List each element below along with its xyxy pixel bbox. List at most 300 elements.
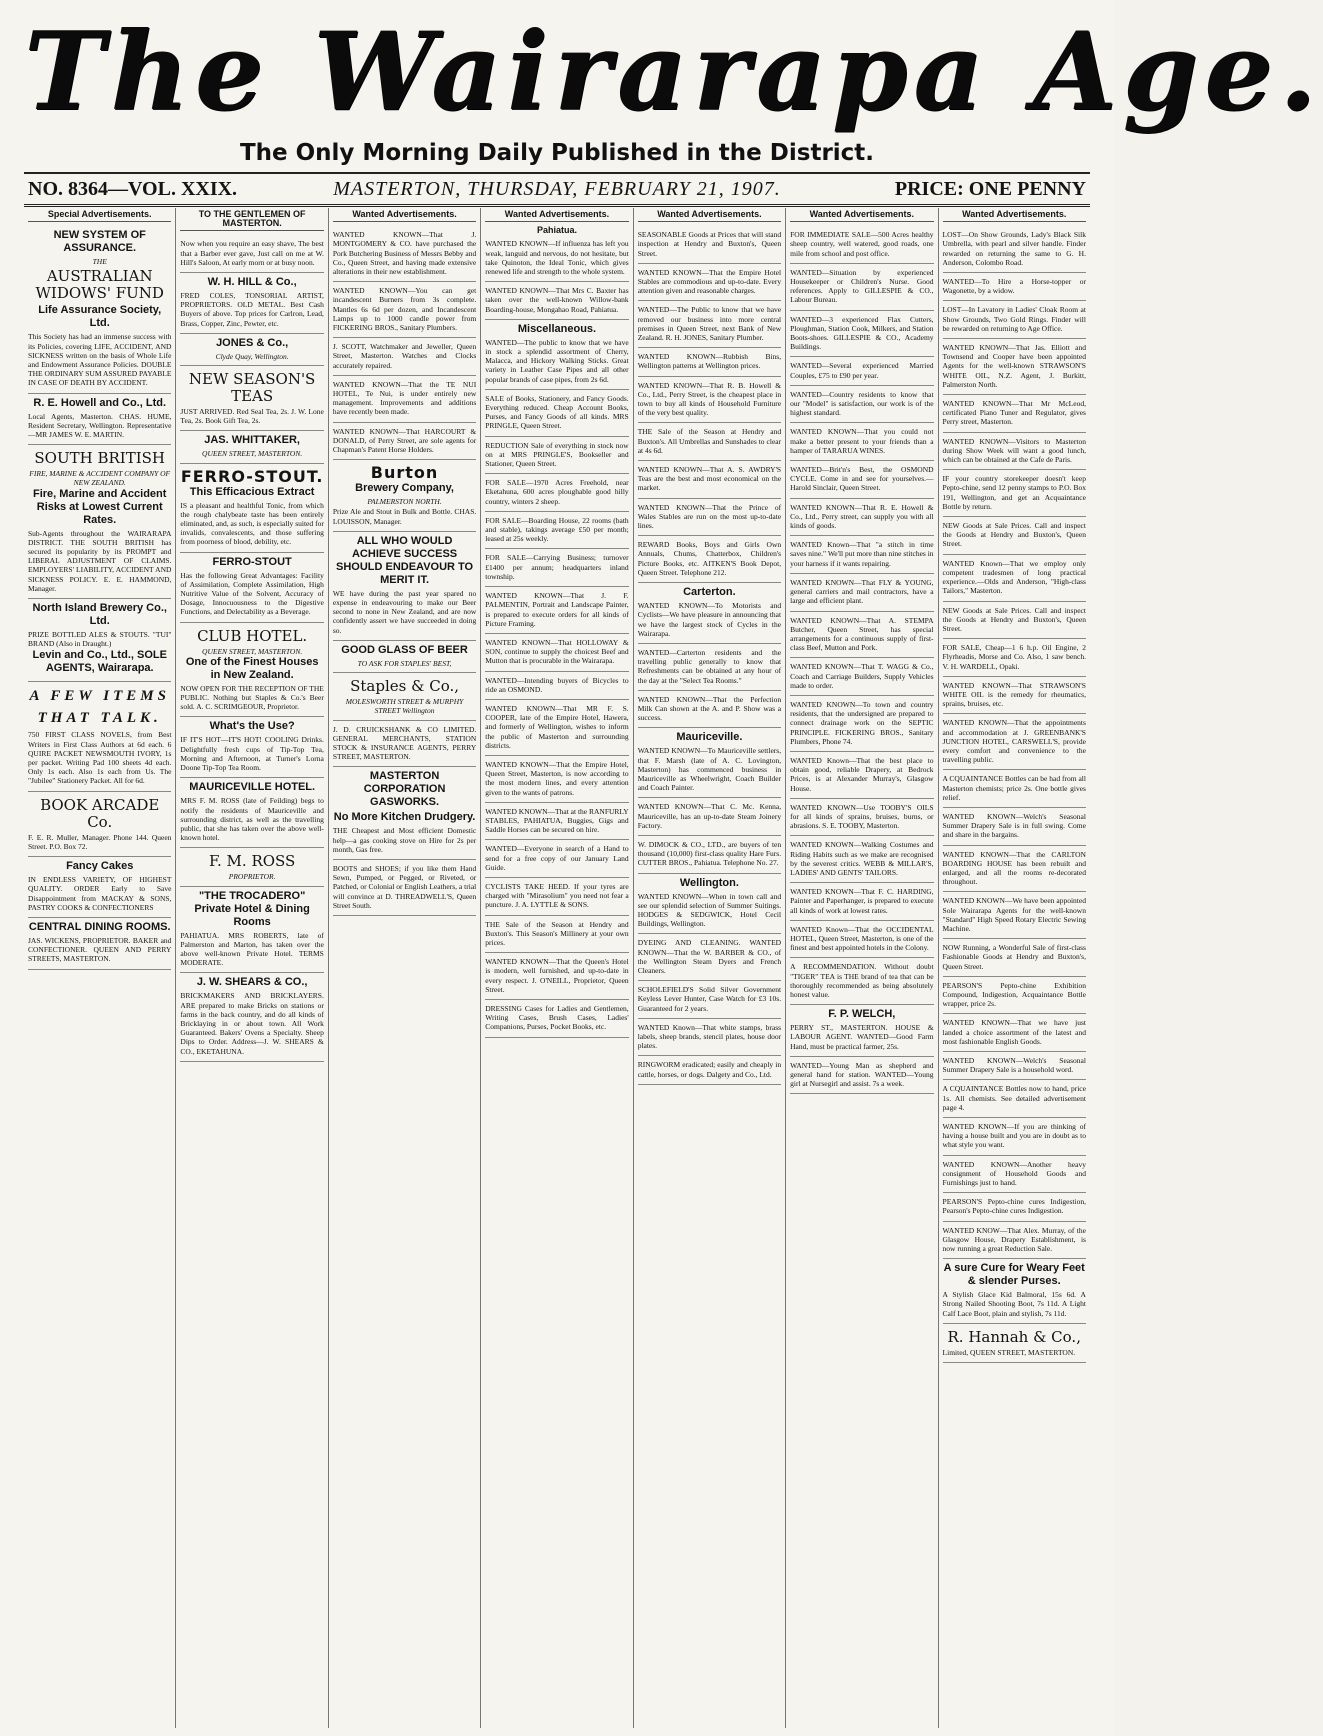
advert-subheading: PROPRIETOR. <box>228 872 276 882</box>
advert-text: NOW Running, a Wonderful Sale of first-class Fashionable Goods at Hendry and Buxton's, Queen Street. <box>942 943 1086 971</box>
advert-text: FOR SALE, Cheap—1 6 h.p. Oil Engine, 2 Flyrheadis, Morse and Co. Also, 1 saw bench. V. H. WARDELL, Opaki. <box>942 643 1086 671</box>
advert-text: WANTED KNOWN—That HOLLOWAY & SON, continue to supply the choicest Beef and Mutton that is procurable in the Wairarapa. <box>485 637 629 666</box>
advert <box>943 770 1086 808</box>
advert-text: FOR SALE—Carrying Business; turnover £1400 per annum; headquarters inland township. <box>485 553 629 581</box>
advert-text: DRESSING Cases for Ladies and Gentlemen, Writing Cases, Brush Cases, Ladies' Companions, Purses, Pocket Books, etc. <box>485 1004 629 1032</box>
advert-text: IN ENDLESS VARIETY, OF HIGHEST QUALITY. ORDER Early to Save Disappointment from MACKAY & SONS, PASTRY COOKS & CONFECTIONERS <box>28 875 172 912</box>
advert <box>790 1057 933 1095</box>
advert <box>943 517 1086 555</box>
advert <box>485 587 628 634</box>
advert-text: WANTED KNOWN—To Mauriceville settlers, that F. Marsh (late of A. C. Lovington, Masterton) has commenced business in Mauriceville as Wheelwright, Coach Builder and Coach Painter. <box>637 746 782 793</box>
advert-text: F. E. R. Muller, Manager. Phone 144. Queen Street. P.O. Box 72. <box>28 832 172 851</box>
advert <box>943 602 1086 640</box>
advert <box>943 892 1086 939</box>
advert-text: WANTED—The Public to know that we have removed our business into more central premises in Queen Street, next Bank of New Zealand. R. H. JONES, Sanitary Plumber. <box>637 305 782 343</box>
advert <box>180 848 323 886</box>
tagline: The Only Morning Daily Published in the District. <box>239 140 875 166</box>
column-4 <box>481 208 633 1728</box>
advert <box>638 499 781 537</box>
advert <box>638 981 781 1019</box>
advert <box>943 470 1086 517</box>
advert-heading: Levin and Co., Ltd., SOLE AGENTS, Wairarapa. <box>32 649 167 675</box>
column-heading: Wanted Advertisements. <box>943 208 1086 222</box>
advert-text: WANTED KNOWN—To town and country residents, that the undersigned are prepared to connect drainage work on the SEPTIC PRINCIPLE. FICKERING BROS., Sanitary Plumbers, Phone 74. <box>790 699 934 746</box>
advert <box>333 641 476 673</box>
advert <box>333 767 476 860</box>
advert-banner: SOUTH BRITISH <box>34 449 166 468</box>
advert <box>333 673 476 720</box>
advert <box>790 921 933 959</box>
advert-text: This Society has had an immense success with its Policies, covering LIFE, ACCIDENT, AND SICKNESS written on the basis of Whole Life and Endowment Assurance Policies. DOUBLE THE ORDINARY SUM ASSURED PAYABLE IN CASE OF DEATH BY ACCIDENT. <box>28 332 172 388</box>
advert-heading: NEW SYSTEM OF ASSURANCE. <box>53 229 146 255</box>
advert <box>790 1005 933 1057</box>
advert-text: WANTED KNOWN—That the appointments and accommodation at J. GREENBANK'S JUNCTION HOTEL, CARSWELL'S, provide every comfort and convenience to the travelling public. <box>942 718 1086 765</box>
advert <box>790 883 933 921</box>
advert <box>790 226 933 264</box>
column-heading: Special Advertisements. <box>28 208 171 222</box>
advert-text: WANTED KNOWN—Walking Costumes and Riding Habits such as we make are recognised by the severest critics. WEBB & MILLAR'S, LADIES' AND GENTS' TAILORS. <box>790 840 934 877</box>
advert <box>28 226 171 393</box>
advert <box>790 752 933 799</box>
advert-text: WANTED KNOWN—That A. S. AWDRY'S Teas are the best and most economical on the market. <box>637 465 782 493</box>
advert-banner: BOOK ARCADE Co. <box>40 795 160 831</box>
advert <box>943 1118 1086 1156</box>
advert-text: BRICKMAKERS AND BRICKLAYERS. ARE prepared to make Bricks on stations or farms in the back country, and do all kinds of Bricklaying in or about town. All Work Guaranteed. Bakers' Ovens a Specialty. Sheep Dips to Order. Address—J. W. SHEARS & CO., EKETAHUNA. <box>180 991 324 1056</box>
advert <box>180 623 323 718</box>
advert <box>790 836 933 883</box>
advert-heading: CENTRAL DINING ROOMS. <box>28 920 171 933</box>
advert-text: NEW Goods at Sale Prices. Call and inspect the Goods at Hendry and Buxton's, Queen Street. <box>942 605 1086 633</box>
advert-text: Limited, QUEEN STREET, MASTERTON. <box>942 1347 1076 1357</box>
advert <box>638 423 781 461</box>
advert-text: WANTED KNOWN—That the Prince of Wales Stables are run on the most up-to-date lines. <box>637 502 782 531</box>
advert <box>638 934 781 981</box>
advert-text: WANTED—Several experienced Married Couples, £75 to £90 per year. <box>790 361 934 380</box>
advert-text: FOR SALE—1970 Acres Freehold, near Eketahuna, 600 acres ploughable good hilly country, winters 2 sheep. <box>485 478 629 506</box>
column-heading: Wanted Advertisements. <box>333 208 476 222</box>
advert <box>638 583 781 644</box>
advert-text: WANTED KNOWN—That you could not make a better present to your friends than a hamper of TARARUA WINES. <box>790 427 934 455</box>
column-heading: Wanted Advertisements. <box>485 208 628 222</box>
advert-text: WANTED KNOWN—That C. Mc. Kenna, Mauriceville, has an up-to-date Steam Joinery Factory. <box>637 802 782 830</box>
advert-text: WANTED KNOWN—That the CARLTON BOARDING HOUSE has been rebuilt and enlarged, and all the rooms re-decorated throughout. <box>942 849 1086 887</box>
masthead-title: The Wairarapa Age. <box>24 9 1323 135</box>
advert-text: NEW Goods at Sale Prices. Call and inspect the Goods at Hendry and Buxton's, Queen Street. <box>942 521 1086 549</box>
advert-text: WANTED KNOWN—That A. STEMPA Butcher, Queen Street, has special arrangements for a continuous supply of first-class Beef, Mutton and Pork. <box>790 615 934 653</box>
advert-text: Prize Ale and Stout in Bulk and Bottle. CHAS. LOUISSON, Manager. <box>332 507 477 526</box>
advert <box>28 918 171 970</box>
advert-text: WANTED KNOWN—You can get incandescent Burners from 3s complete. Mantles 6s 6d per dozen, and Incandescent Lamps up to 1000 candle power from FICKERING BROS., Sanitary Plumbers. <box>332 286 477 333</box>
advert <box>638 226 781 264</box>
advert-text: WANTED KNOWN—Rubbish Bins, Wellington patterns at Wellington prices. <box>637 352 782 371</box>
advert <box>638 644 781 691</box>
advert-text: WANTED—The public to know that we have in stock a splendid assortment of Cherry, Malacca, and Hickory Walking Sticks. Great variety in Leather Case Pipes and all other popular brands of case pipes, from 2s 6d. <box>485 337 629 384</box>
advert-text: CYCLISTS TAKE HEED. If your tyres are charged with "Mirasolium" you need not fear a puncture. J. A. LYTTLE & SONS. <box>485 881 629 910</box>
masthead <box>24 8 1323 136</box>
advert-text: SALE of Books, Stationery, and Fancy Goods. Everything reduced. Cheap Account Books, Purses, and Fancy Goods of all kinds. MRS PRINGLE, Queen Street. <box>485 393 629 431</box>
advert-subheading: QUEEN STREET, MASTERTON. <box>202 449 303 459</box>
advert <box>638 836 781 874</box>
advert-text: REWARD Books, Boys and Girls Own Annuals, Chums, Chatterbox, Children's Picture Books, etc. AITKEN'S Book Depot, Queen Street. Telephone 212. <box>637 540 782 577</box>
advert <box>943 226 1086 273</box>
advert-text: LOST—In Lavatory in Ladies' Cloak Room at Show Grounds, Two Gold Rings. Finder will be rewarded on returning to Age Office. <box>942 305 1086 333</box>
price: PRICE: ONE PENNY <box>894 178 1086 200</box>
column-heading: TO THE GENTLEMEN OF MASTERTON. <box>180 208 323 231</box>
advert <box>943 808 1086 846</box>
advert <box>28 394 171 446</box>
advert-text: A CQUAINTANCE Bottles now to hand, price 1s. All chemists. See detailed advertisement page 4. <box>942 1084 1086 1112</box>
advert-banner: AUSTRALIAN WIDOWS' FUND <box>35 267 164 303</box>
advert-text: WANTED KNOWN—That the Empire Hotel, Queen Street, Masterton, is now according to the most modern lines, and every attention given to the wants of patrons. <box>485 759 629 797</box>
advert-text: WANTED KNOWN—That R. B. Howell & Co., Ltd., Perry Street, is the cheapest place in town to buy all kinds of Household Furniture of the very best quality. <box>637 380 782 418</box>
advert-text: WANTED KNOWN—That the TE NUI HOTEL, Te Nui, is under entirely new management. Improvements and additions have recently been made. <box>332 379 477 417</box>
advert <box>943 1156 1086 1194</box>
advert <box>638 874 781 935</box>
advert-text: MRS F. M. ROSS (late of Feilding) begs to notify the residents of Mauriceville and surrounding district, as well as the travelling public, that she has taken over the above well-known hotel. <box>180 796 324 843</box>
advert <box>943 1259 1086 1324</box>
advert-text: WANTED KNOWN—That Mr McLeod, certificated Piano Tuner and Regulator, gives Perry street, Masterton. <box>942 399 1086 427</box>
advert-text: LOST—On Show Grounds, Lady's Black Silk Umbrella, with pearl and silver handle. Finder rewarded on returning the same to G. H. Anderson, Colombo Road. <box>942 230 1086 267</box>
advert-text: WANTED KNOWN—If you are thinking of having a house built and you are in doubt as to what style you want. <box>942 1122 1086 1150</box>
advert-text: Has the following Great Advantages: Facility of Assimilation, Complete Assimilation, High Nutritive Value of the Solvent, Accuracy of Dosage, Innocuousness to the Digestive Functions, and Delectability as a Beverage. <box>180 570 324 617</box>
advert <box>943 1052 1086 1080</box>
advert-heading: One of the Finest Houses in New Zealand. <box>185 655 319 681</box>
advert-text: WANTED KNOWN—If influenza has left you weak, languid and nervous, do not hesitate, but take Quinoton, the Ideal Tonic, which gives renewed life and strength to the whole system. <box>485 239 629 277</box>
advert-text: J. SCOTT, Watchmaker and Jeweller, Queen Street, Masterton. Watches and Clocks accurately repaired. <box>332 342 477 370</box>
advert <box>790 696 933 752</box>
advert-text: WANTED KNOWN—That the Perfection Milk Can shown at the A. and P. Show was a success. <box>637 694 782 723</box>
section-heading: Wellington. <box>679 876 739 889</box>
advert <box>943 1014 1086 1052</box>
advert <box>485 320 628 390</box>
advert-banner: F. M. ROSS <box>208 852 296 871</box>
column-heading: Wanted Advertisements. <box>790 208 933 222</box>
advert <box>28 792 171 857</box>
advert <box>790 574 933 612</box>
advert <box>943 977 1086 1015</box>
advert <box>333 423 476 461</box>
advert <box>28 682 171 791</box>
advert-text: WANTED Known—That we employ only competent tradesmen of long practical experience.—Olds and Anderson, "High-class Tailors," Masterton. <box>942 558 1086 596</box>
advert-subheading: TO ASK FOR STAPLES' BEST, <box>357 658 452 668</box>
advert <box>790 386 933 424</box>
advert-text: WE have during the past year spared no expense in endeavouring to make our Beer second to none in New Zealand, and are now confidently assert we have succeeded in doing so. <box>332 588 477 635</box>
advert <box>790 658 933 696</box>
advert <box>333 532 476 641</box>
advert <box>638 377 781 424</box>
advert-text: WANTED KNOWN—That MR F. S. COOPER, late of the Empire Hotel, Hawera, and formerly of Wellington, wishes to inform the public of Masterton and surrounding districts. <box>485 703 629 750</box>
advert <box>943 1193 1086 1221</box>
advert-text: WANTED—Situation by experienced Housekeeper or Children's Nurse. Good references. Apply to GILLESPIE & CO., Labour Bureau. <box>790 267 934 305</box>
advert-text: J. D. CRUICKSHANK & CO LIMITED. GENERAL MERCHANTS, STATION STOCK & INSURANCE AGENTS, PERRY STREET, MASTERTON. <box>332 724 477 762</box>
advert-heading: A sure Cure for Weary Feet & slender Purses. <box>943 1262 1085 1288</box>
advert-subheading: FIRE, MARINE & ACCIDENT COMPANY OF NEW ZEALAND. <box>29 469 171 488</box>
advert-subheading: MOLESWORTH STREET & MURPHY STREET Wellington <box>345 697 464 716</box>
advert <box>943 939 1086 977</box>
advert <box>638 798 781 836</box>
advert-text: A RECOMMENDATION. Without doubt "TIGER" TEA is THE brand of tea that can be thoroughly recommended as being absolutely honest value. <box>790 962 934 999</box>
advert-text: SCHOLEFIELD'S Solid Silver Government Keyless Lever Hunter, Case Watch for £3 10s. Guaranteed for 2 years. <box>637 985 782 1013</box>
advert-text: WANTED Known—That "a stitch in time saves nine." We'll put more than nine stitches in your harness if it wants repairing. <box>790 540 934 568</box>
column-7 <box>939 208 1090 1728</box>
advert-text: Sub-Agents throughout the WAIRARAPA DISTRICT. THE SOUTH BRITISH has secured its popularity by its PROMPT and LIBERAL ADJUSTMENT OF CLAIMS. EMPLOYERS' LIABILITY, ACCIDENT AND SICKNESS POLICY. E. E. HAMMOND, Manager. <box>28 528 172 593</box>
advert <box>638 536 781 583</box>
advert <box>28 857 171 918</box>
advert <box>485 474 628 512</box>
advert-subheading: THE <box>92 257 107 267</box>
advert-text: WANTED KNOWN—That R. E. Howell & Co., Ltd., Perry street, can supply you with all kinds of goods. <box>790 502 934 531</box>
advert-heading: "THE TROCADERO" Private Hotel & Dining Rooms <box>194 889 310 928</box>
advert <box>333 376 476 423</box>
advert <box>943 555 1086 602</box>
advert-heading: Life Assurance Society, Ltd. <box>38 304 162 330</box>
advert-heading: No More Kitchen Drudgery. <box>333 811 476 824</box>
advert <box>638 348 781 376</box>
place-date: MASTERTON, THURSDAY, FEBRUARY 21, 1907. <box>333 178 781 200</box>
advert-heading: MASTERTON CORPORATION GASWORKS. <box>363 770 446 809</box>
advert-text: WANTED—Everyone in search of a Hand to send for a free copy of our January Land Guide. <box>485 844 629 872</box>
advert <box>485 390 628 437</box>
advert-text: W. DIMOCK & CO., LTD., are buyers of ten thousand (10,000) first-class quality Hare Furs. CUTTER BROS., Pahiatua. Telephone No. 27. <box>637 839 782 868</box>
advert-text: WANTED KNOWN—That the Queen's Hotel is modern, well furnished, and up-to-date in every respect. J. O'NEILL, Proprietor, Queen Street. <box>485 957 629 994</box>
advert <box>638 301 781 348</box>
advert-heading: F. P. WELCH, <box>828 1008 896 1021</box>
column-1 <box>24 208 176 1728</box>
advert-heading: JAS. WHITTAKER, <box>204 434 300 447</box>
advert-text: 750 FIRST CLASS NOVELS, from Best Writers in First Class Authors at 6d each. 6 QUIRE PACKET NEWSMOUTH IVORY, 1s per packet. Writing Pad 100 sheets 4d each. Only 1s each. Also 1s each from Us. The "Jubilee" Stationery Packet. All for 6d. <box>28 730 172 786</box>
advert-text: WANTED KNOWN—Visitors to Masterton during Show Week will want a good lunch, which can be obtained at the Cafe de Paris. <box>942 436 1086 465</box>
advert <box>180 973 323 1061</box>
advert-text: WANTED KNOWN—That T. WAGG & Co., Coach and Carriage Builders, Supply Vehicles made to order. <box>790 662 934 690</box>
advert-text: REDUCTION Sale of everything in stock now on at MRS PRINGLE'S, Bookseller and Stationer, Queen Street. <box>485 440 629 469</box>
advert-text: FOR IMMEDIATE SALE—500 Acres healthy sheep country, well watered, good roads, one mile from school and post office. <box>790 230 934 258</box>
advert-text: SEASONABLE Goods at Prices that will stand inspection at Hendry and Buxton's, Queen Street. <box>637 230 782 258</box>
advert-heading: Fancy Cakes <box>66 860 134 873</box>
advert-text: FOR SALE—Boarding House, 22 rooms (bath and stable), takings average £50 per month; leased at 25s weekly. <box>485 515 629 544</box>
advert <box>333 460 476 532</box>
advert-heading: R. E. Howell and Co., Ltd. <box>33 396 167 409</box>
advert-text: WANTED KNOWN—Another heavy consignment of Household Goods and Furnishings just to hand. <box>942 1159 1086 1188</box>
advert <box>333 721 476 768</box>
advert-subheading: Clyde Quay, Wellington. <box>215 351 289 361</box>
advert-text: WANTED—Young Man as shepherd and general hand for station. WANTED—Young girl at Nursegirl and assist. 7s a week. <box>790 1060 934 1089</box>
advert <box>485 634 628 672</box>
advert-text: WANTED KNOWN—That we have just landed a choice assortment of the latest and most fashionable English Goods. <box>942 1018 1086 1046</box>
advert-text: A Stylish Glace Kid Balmoral, 15s 6d. A Strong Nailed Shooting Boot, 7s 11d. A Light Calf Lace Boot, plain and stylish, 7s 11d. <box>942 1290 1086 1318</box>
advert <box>943 433 1086 471</box>
advert <box>790 461 933 499</box>
advert-text: WANTED KNOWN—That J. MONTGOMERY & CO. have purchased the Pork Butchering Business of Messrs Bebby and Co., Queen Street, and having made extensive alterations in their new establishment. <box>332 230 477 277</box>
advert-text: JAS. WICKENS, PROPRIETOR. BAKER and CONFECTIONER. QUEEN AND PERRY STREETS, MASTERTON. <box>28 935 172 964</box>
advert-heading: FERRO-STOUT <box>212 555 292 568</box>
advert-heading: MAURICEVILLE HOTEL. <box>189 781 316 794</box>
advert-heading: North Island Brewery Co., Ltd. <box>32 602 167 628</box>
column-heading: Wanted Advertisements. <box>638 208 781 222</box>
advert-text: JUST ARRIVED. Red Seal Tea, 2s. J. W. Lone Tea, 2s. Book Gift Tea, 2s. <box>180 407 324 426</box>
advert-heading: JONES & Co., <box>216 336 289 349</box>
advert <box>943 1080 1086 1118</box>
advert <box>638 1056 781 1084</box>
column-6 <box>786 208 938 1728</box>
advert-heading: ALL WHO WOULD ACHIEVE SUCCESS SHOULD ENDEAVOUR TO MERIT IT. <box>336 534 474 586</box>
column-2 <box>176 208 328 1728</box>
advert-heading: Fire, Marine and Accident Risks at Lowest Current Rates. <box>32 487 167 526</box>
advert-text: IF IT'S HOT—IT'S HOT! COOLING Drinks. Delightfully fresh cups of Tip-Top Tea, Morning and Afternoon, at Turner's Lorna Doone Tip-Top Tea Room. <box>180 735 324 773</box>
advert-text: WANTED KNOWN—When in town call and see our splendid selection of Summer Suitings. HODGES & SEDGWICK, Hotel Cecil Buildings, Wellington. <box>637 891 782 929</box>
advert-heading: Brewery Company, <box>355 482 454 495</box>
advert-text: WANTED KNOWN—That Jas. Elliott and Townsend and Cooper have been appointed Agents for the well-known STRAWSON'S WHITE OIL, N.Z. Agent, J. Burkitt, Palmerston North. <box>942 343 1086 389</box>
advert-text: NOW OPEN FOR THE RECEPTION OF THE PUBLIC. Nothing but Staples & Co.'s Beer sold. A. C. SCRIMGEOUR, Proprietor. <box>180 683 324 712</box>
advert-banner: FERRO-STOUT. <box>180 466 324 486</box>
advert-text: WANTED—Country residents to know that our "Model" is satisfaction, our work is of the highest standard. <box>790 389 934 418</box>
advert-text: PERRY ST., MASTERTON. HOUSE & LABOUR AGENT. WANTED—Good Farm Hand, must be practical farmer, 25s. <box>790 1023 934 1051</box>
advert <box>180 431 323 463</box>
advert <box>790 958 933 1005</box>
advert-text: WANTED KNOWN—That F. C. HARDING, Painter and Paperhanger, is prepared to execute all kinds of work at lowest rates. <box>790 887 934 915</box>
columns <box>24 208 1090 1728</box>
advert <box>333 338 476 376</box>
advert-text: IF your country storekeeper doesn't keep Pepto-chine, send 12 penny stamps to P.O. Box 191, Wellington, and get an Acquaintance Bottle by return. <box>942 474 1086 511</box>
column-3 <box>329 208 481 1728</box>
advert-text: WANTED Known—That the best place to obtain good, reliable Drapery, at Bedrock Prices, is at Alexander Murray's, Glasgow House. <box>790 755 934 793</box>
advert <box>790 799 933 837</box>
advert <box>180 235 323 273</box>
advert-text: WANTED—To Hire a Horse-topper or Wagonette, by a widow. <box>942 277 1086 296</box>
advert-text: WANTED KNOWN—Welch's Seasonal Summer Drapery Sale is in full swing. Come and share in the bargains. <box>942 811 1086 840</box>
advert-text: WANTED—Intending buyers of Bicycles to ride an OSMOND. <box>485 675 629 694</box>
section-heading: Carterton. <box>683 586 736 599</box>
advert-text: WANTED—Carterton residents and the travelling public generally to know that Refreshments can be obtained at any hour of the day at the "Select Tea Rooms." <box>637 647 782 685</box>
advert-text: WANTED KNOWN—We have been appointed Sole Wairarapa Agents for the well-known "Standard" High Speed Rotary Electric Sewing Machine. <box>942 896 1086 933</box>
advert <box>943 273 1086 301</box>
advert-text: A CQUAINTANCE Bottles can be had from all Masterton chemists; price 2s. One bottle gives relief. <box>942 774 1086 802</box>
advert-text: WANTED KNOWN—To Motorists and Cyclists—We have pleasure in announcing that we have the largest stock of Cycles in the Wairarapa. <box>637 601 782 638</box>
advert <box>790 612 933 659</box>
advert-heading: J. W. SHEARS & CO., <box>196 976 308 989</box>
advert <box>943 339 1086 395</box>
advert <box>485 803 628 841</box>
advert <box>943 395 1086 433</box>
advert <box>638 728 781 798</box>
advert-text: PRIZE BOTTLED ALES & STOUTS. "TUI" BRAND (Also in Draught.) <box>28 630 172 649</box>
advert-text: WANTED—3 experienced Flax Cutters, Ploughman, Station Cook, Milkers, and Station Boots-shoes. GILLESPIE & CO., Academy Buildings. <box>790 314 934 352</box>
section-heading: Pahiatua. <box>536 225 577 236</box>
advert <box>28 445 171 599</box>
advert <box>180 273 323 334</box>
advert-banner: R. Hannah & Co., <box>947 1327 1081 1346</box>
advert-text: WANTED KNOWN—That Mrs C. Baxter has taken over the well-known Willow-bank Boarding-house, Mongahao Road, Pahiatua. <box>485 286 629 314</box>
advert-text: RINGWORM eradicated; easily and cheaply in cattle, horses, or dogs. Dalgety and Co., Ltd. <box>637 1060 782 1079</box>
issue-number: NO. 8364—VOL. XXIX. <box>28 178 238 200</box>
advert-text: THE Sale of the Season at Hendry and Buxton's. All Umbrellas and Sunshades to clear at 4s 6d. <box>637 427 782 455</box>
advert-text: WANTED Known—That the OCCIDENTAL HOTEL, Queen Street, Masterton, is one of the finest and best appointed hotels in the Colony. <box>790 924 934 953</box>
advert-text: THE Cheapest and Most efficient Domestic help—a gas cooking stove on Hire for 2s per month, Gas free. <box>332 826 477 854</box>
advert-text: WANTED Known—That white stamps, brass labels, sheep brands, stencil plates, house door plates. <box>637 1022 782 1051</box>
advert <box>790 499 933 537</box>
advert-banner: CLUB HOTEL. <box>197 626 308 645</box>
advert-text: WANTED KNOWN—That J. F. PALMENTIN, Portrait and Landscape Painter, is prepared to execute orders for all kinds of Picture Framing. <box>485 591 629 628</box>
advert <box>485 437 628 475</box>
advert-text: PEARSON'S Pepto-chine Exhibition Compound, Indigestion, Acquaintance Bottle wrapper, price 2s. <box>942 980 1086 1009</box>
advert <box>943 677 1086 715</box>
advert-text: Now when you require an easy shave, The best that a Barber ever gave, Just call on me at W. Hill's Saloon, At early morn or at busy noon. <box>180 239 324 267</box>
advert-banner: NEW SEASON'S TEAS <box>188 370 316 406</box>
advert-text: WANTED KNOWN—Use TOOBY'S OILS for all kinds of sprains, bruises, burns, or abrasions. S. E. TOOBY, Masterton. <box>790 802 934 831</box>
advert-text: WANTED KNOWN—That HARCOURT & DONALD, of Perry Street, are sole agents for Chapman's Patent Horse Holders. <box>332 426 477 455</box>
advert <box>943 301 1086 339</box>
advert <box>638 1019 781 1057</box>
advert-text: WANTED KNOWN—That FLY & YOUNG, general carriers and mail contractors, have a large and efficient plant. <box>790 577 934 606</box>
dateline <box>24 172 1090 207</box>
advert-text: DYEING AND CLEANING. WANTED KNOWN—That the W. BARBER & CO., of the Wellington Steam Dyers and French Cleaners. <box>637 938 782 975</box>
advert-text: FRED COLES, TONSORIAL ARTIST, PROPRIETORS. OLD METAL. Best Cash Buyers of above. Top prices for Carlron, Lead, Brass, Copper, Zinc, Pewter, etc. <box>180 291 324 328</box>
advert <box>485 1000 628 1038</box>
advert <box>180 778 323 848</box>
advert-text: WANTED KNOWN—Welch's Seasonal Summer Drapery Sale is a household word. <box>942 1056 1086 1075</box>
advert <box>790 357 933 385</box>
advert-heading: W. H. HILL & Co., <box>207 276 297 289</box>
advert <box>180 334 323 366</box>
section-heading: Mauriceville. <box>676 731 743 744</box>
advert <box>333 226 476 282</box>
column-5 <box>634 208 786 1728</box>
advert <box>180 464 323 553</box>
advert-heading: This Efficacious Extract <box>189 485 315 498</box>
advert <box>943 846 1086 893</box>
advert-subheading: PALMERSTON NORTH. <box>367 497 442 507</box>
advert-text: PAHIATUA. MRS ROBERTS, late of Palmerston and Marton, has taken over the above well-known Private Hotel. TERMS MODERATE. <box>180 930 324 968</box>
advert <box>790 311 933 358</box>
advert <box>485 282 628 320</box>
advert <box>638 461 781 499</box>
advert-text: WANTED KNOWN—That at the RANFURLY STABLES, PAHIATUA, Buggies, Gigs and Saddle Horses can be secured on hire. <box>485 806 629 835</box>
advert <box>485 840 628 878</box>
advert <box>333 860 476 916</box>
advert <box>638 264 781 302</box>
advert <box>485 756 628 803</box>
advert-text: WANTED KNOWN—That STRAWSON'S WHITE OIL is the remedy for rheumatics, sprains, bruises, etc. <box>942 680 1086 709</box>
advert <box>943 714 1086 770</box>
advert <box>790 264 933 311</box>
advert-text: WANTED KNOWN—That the Empire Hotel Stables are commodious and up-to-date. Every attention given and reasonable charges. <box>637 267 782 296</box>
advert-text: BOOTS and SHOES; if you like them Hand Sewn, Pumped, or Pegged, or Riveted, or Patched, or Colonial or English Leathers, a trial will convince at D. THREADWELL'S, Queen Street South. <box>332 863 477 910</box>
advert <box>638 691 781 729</box>
advert-heading: GOOD GLASS OF BEER <box>341 643 468 656</box>
advert <box>485 916 628 954</box>
advert <box>943 1222 1086 1260</box>
advert-banner: Staples & Co., <box>350 677 459 696</box>
advert-heading: What's the Use? <box>209 720 295 733</box>
advert <box>485 512 628 550</box>
advert <box>180 717 323 778</box>
advert <box>485 672 628 700</box>
advert <box>28 599 171 682</box>
advert-text: THE Sale of the Season at Hendry and Buxton's. This Season's Millinery at your own prices. <box>485 919 629 947</box>
advert <box>790 423 933 461</box>
advert <box>790 536 933 574</box>
section-heading: Miscellaneous. <box>517 322 597 335</box>
advert-text: WANTED KNOW—That Alex. Murray, of the Glasgow House, Drapery Establishment, is now running a great Reduction Sale. <box>942 1225 1086 1254</box>
advert-banner: Burton <box>370 463 439 483</box>
advert <box>180 553 323 623</box>
advert <box>180 366 323 431</box>
advert <box>485 878 628 916</box>
advert <box>485 953 628 1000</box>
advert-text: IS a pleasant and healthful Tonic, from which the rough chalybeate taste has been entirely eliminated, and, as such, is especially suited for invalids, convalescents, and those suffering from poorness of blood, debility, etc. <box>180 500 324 547</box>
advert <box>943 639 1086 677</box>
advert-banner: A FEW ITEMS THAT TALK. <box>29 688 170 727</box>
advert-text: WANTED—Brit'n's Best, the OSMOND CYCLE. Come in and see for yourselves.—Harold Sinclair, Queen Street. <box>790 465 934 493</box>
